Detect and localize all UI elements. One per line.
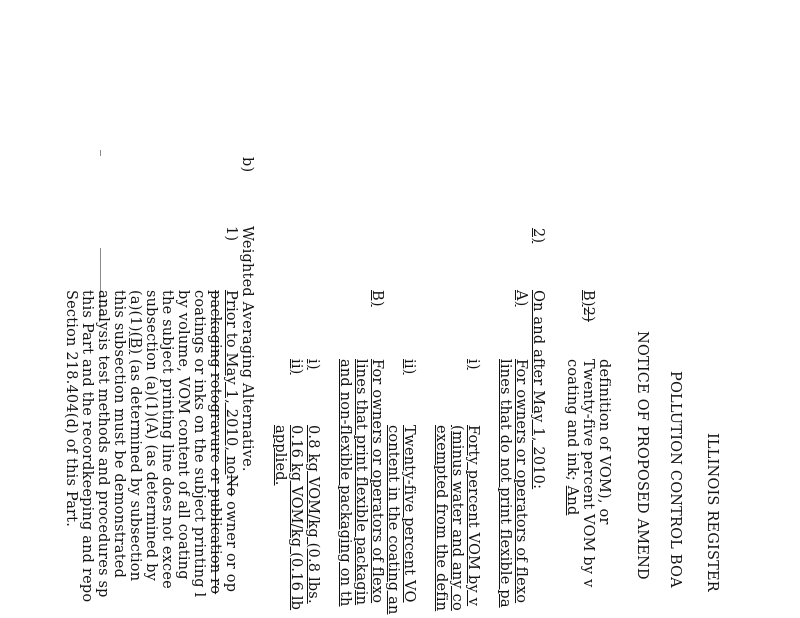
b-line-3: and non-flexible packaging on th — [337, 359, 353, 607]
item-2-text: On and after May 1, 2010: — [530, 290, 546, 490]
b-line-1: For owners or operators of flexo — [369, 359, 385, 604]
a-ii-line-2: content in the coating an — [385, 425, 401, 615]
item-2-label: 2) — [530, 228, 546, 244]
margin-tick — [100, 150, 101, 156]
a-i-line-3: exempted from the defin — [433, 425, 449, 612]
definition-line: definition of VOM), or — [596, 359, 612, 525]
p1-line-5: the subject printing line does not excee — [159, 290, 175, 589]
p1-line-2: packaging rotogravure or publication ro — [207, 290, 223, 595]
b2-label — [580, 290, 595, 322]
b2-line-2: coating and ink; And — [564, 359, 580, 516]
a-i-label: i) — [465, 359, 481, 370]
section-b-label: b) — [239, 157, 255, 173]
a-line-1: For owners or operators of flexo — [513, 359, 529, 604]
p1-line-1: Prior to May 1, 2010, noNo owner or op — [223, 290, 239, 593]
b2-label-old: B) — [580, 290, 596, 307]
p1-line-9: analysis test methods and procedures sp — [95, 290, 111, 598]
a-label: A) — [513, 290, 529, 307]
notice-title: NOTICE OF PROPOSED AMEND — [634, 331, 650, 580]
b-ii-label: ii) — [288, 359, 304, 375]
board-name: POLLUTION CONTROL BOA — [667, 371, 683, 588]
p1-line-11: Section 218.404(d) of this Part. — [63, 290, 79, 528]
a-line-2: lines that do not print flexible pa — [497, 359, 513, 608]
b-i-label: i) — [305, 359, 321, 370]
b-i-text: 0.8 kg VOM/kg (0.8 lbs. — [305, 425, 321, 604]
p1-line-6: subsection (a)(1)(A) (as determined by — [143, 290, 159, 582]
b2-label-new: 2) — [580, 306, 596, 323]
b-label: B) — [369, 290, 385, 307]
b2-line-1: Twenty-five percent VOM by v — [580, 359, 596, 588]
a-ii-line-1: Twenty-five percent VO — [401, 425, 417, 603]
a-ii-label: ii) — [401, 359, 417, 375]
p1-line-10: this Part and the recordkeeping and repo — [79, 290, 95, 603]
b-ii-line-1: 0.16 kg VOM/kg (0.16 lb — [288, 425, 304, 611]
p1-line-8: this subsection must be demonstrated — [111, 290, 127, 579]
a-i-line-1: Forty percent VOM by v — [465, 425, 481, 607]
p1-line-7: (a)(1)(B) (as determined by subsection — [127, 290, 143, 582]
b-line-2: lines that print flexible packagin — [353, 359, 369, 606]
a-i-line-2: (minus water and any co — [449, 425, 465, 611]
register-title: ILLINOIS REGISTER — [704, 433, 720, 592]
p1-label: 1) — [223, 226, 239, 242]
b-ii-line-2: applied. — [272, 425, 288, 486]
p1-line-4: by volume, VOM content of all coating — [175, 290, 191, 580]
section-b-title: Weighted Averaging Alternative. — [239, 226, 255, 472]
p1-line-3: coatings or inks on the subject printing l — [191, 290, 207, 598]
